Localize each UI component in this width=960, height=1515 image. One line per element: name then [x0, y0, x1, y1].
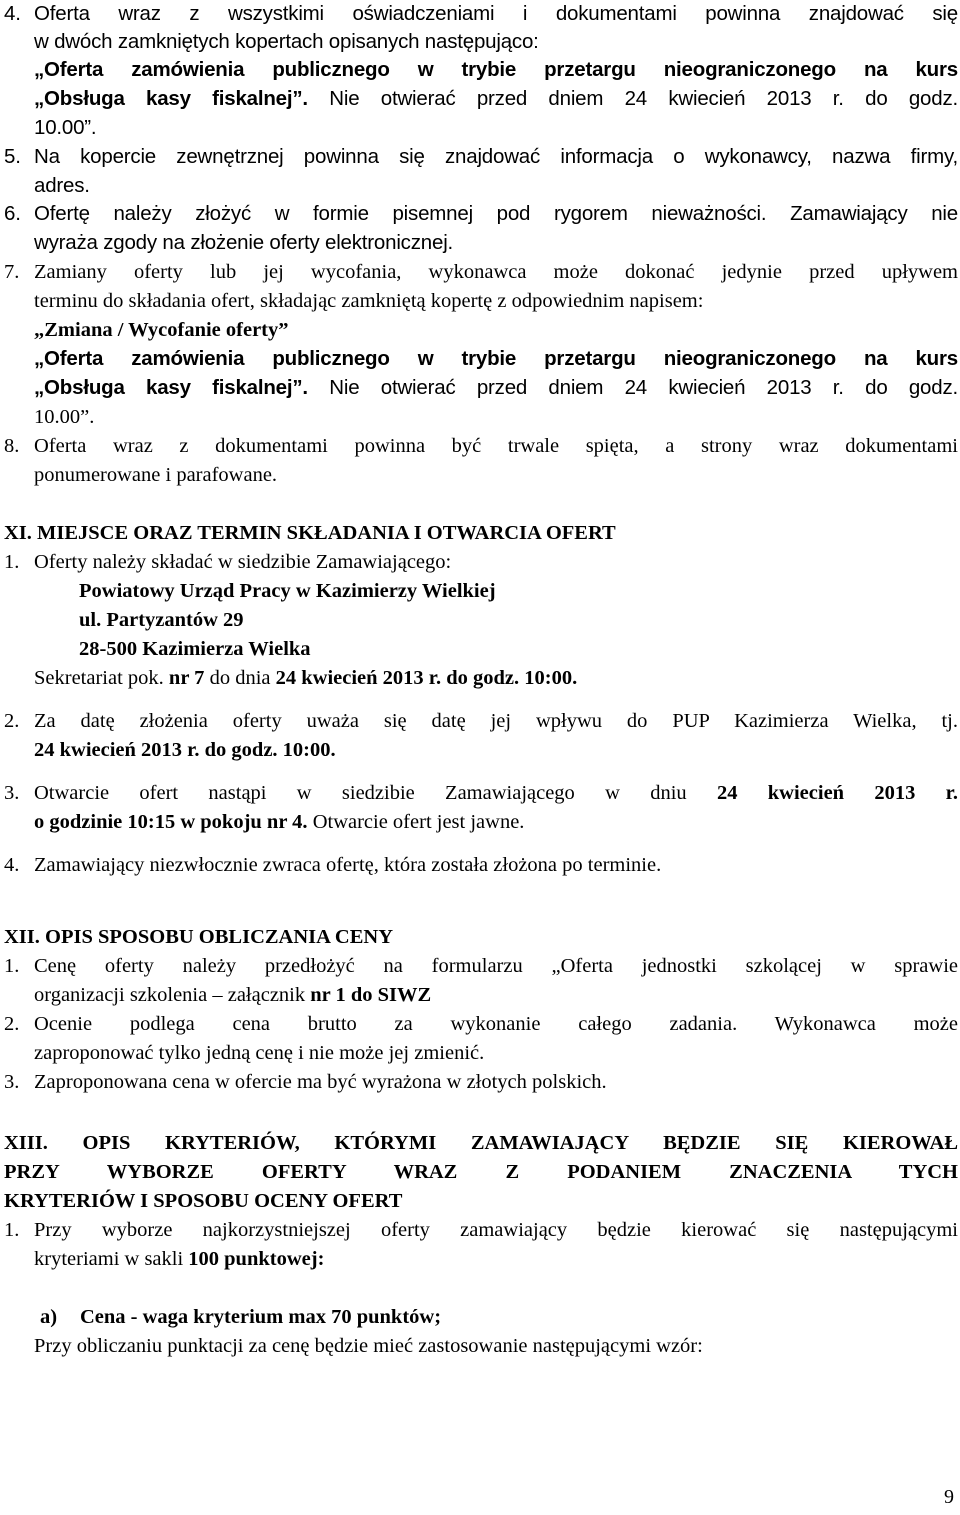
- section-xii-heading: XII. OPIS SPOSOBU OBLICZANIA CENY: [4, 926, 394, 948]
- item-6-line1: [0, 200, 960, 228]
- time-text: 10.00”.: [34, 116, 97, 139]
- item-7-line5: [0, 374, 960, 402]
- item-number: 4.: [4, 2, 21, 25]
- room-number: nr 7: [168, 667, 205, 689]
- item-number: 3.: [4, 1071, 20, 1093]
- paragraph-text: adres.: [34, 174, 90, 197]
- envelope-label-text: „Oferta zamówienia publicznego w trybie przetargu nieograniczonego na kurs: [34, 347, 958, 370]
- secretariat-label: Sekretariat pok.: [34, 667, 164, 689]
- attachment-text: organizacji szkolenia – załącznik: [34, 984, 306, 1006]
- paragraph-text: ponumerowane i parafowane.: [34, 464, 278, 486]
- item-4-line2: [0, 28, 960, 56]
- change-label: „Zmiana / Wycofanie oferty”: [34, 319, 289, 341]
- deadline-label: do dnia: [209, 667, 271, 689]
- xii-item-2-line1: [0, 1010, 960, 1038]
- page-number: 9: [944, 1486, 954, 1508]
- item-number: 2.: [4, 710, 20, 732]
- opening-date: 24 kwiecień 2013 r.: [716, 782, 959, 804]
- item-number: 6.: [4, 202, 21, 225]
- course-name: „Obsługa kasy fiskalnej”.: [34, 87, 308, 110]
- deadline-date: 24 kwiecień 2013 r. do godz. 10:00.: [275, 667, 578, 689]
- section-xiii-heading-line1: XIII. OPIS KRYTERIÓW, KTÓRYMI ZAMAWIAJĄCY BĘDZIE SIĘ KIEROWAŁ: [4, 1132, 958, 1154]
- address-line-3: 28-500 Kazimierza Wielka: [79, 638, 311, 660]
- item-7-line4: [0, 345, 960, 373]
- criterion-label: a): [40, 1306, 58, 1328]
- paragraph-text: Zamiany oferty lub jej wycofania, wykonawca może dokonać jedynie przed upływem: [34, 261, 958, 283]
- time-text: 10.00”.: [34, 406, 95, 428]
- criteria-text: kryteriami w sakli: [34, 1248, 184, 1270]
- paragraph-text: w dwóch zamkniętych kopertach opisanych następująco:: [34, 30, 539, 53]
- paragraph-text: Cenę oferty należy przedłożyć na formularzu „Oferta jednostki szkolącej w sprawie: [34, 955, 958, 977]
- xi-item-4: [0, 851, 960, 879]
- xii-item-1-line2: [0, 981, 960, 1009]
- address-line-2: ul. Partyzantów 29: [79, 609, 244, 631]
- item-number: 1.: [4, 551, 20, 573]
- xii-item-2-line2: [0, 1039, 960, 1067]
- course-name: „Obsługa kasy fiskalnej”.: [34, 376, 308, 399]
- item-4-line5: [0, 114, 960, 142]
- paragraph-text: Zaproponowana cena w ofercie ma być wyrażona w złotych polskich.: [34, 1071, 607, 1093]
- item-5-line2: [0, 172, 960, 200]
- xi-item-2-line1: [0, 707, 960, 735]
- envelope-label-text: [34, 85, 958, 113]
- item-number: 5.: [4, 145, 21, 168]
- item-8-line2: [0, 461, 960, 489]
- paragraph-text: Ofertę należy złożyć w formie pisemnej pod rygorem nieważności. Zamawiający nie: [34, 202, 958, 225]
- paragraph-text: Oferta wraz z dokumentami powinna być trwale spięta, a strony wraz dokumentami: [34, 435, 958, 457]
- section-xiii-heading-line3: KRYTERIÓW I SPOSOBU OCENY OFERT: [4, 1190, 403, 1212]
- item-number: 2.: [4, 1013, 20, 1035]
- xiii-item-1-line1: [0, 1216, 960, 1244]
- criterion-a-description: Przy obliczaniu punktacji za cenę będzie mieć zastosowanie następującymi wzór:: [34, 1335, 703, 1357]
- xiii-item-1-line2: [0, 1245, 960, 1273]
- opening-public-note: Otwarcie ofert jest jawne.: [312, 811, 525, 833]
- paragraph-text: Oferta wraz z wszystkimi oświadczeniami i dokumentami powinna znajdować się: [34, 2, 958, 25]
- paragraph-text: Ocenie podlega cena brutto za wykonanie całego zadania. Wykonawca może: [34, 1013, 958, 1035]
- item-number: 7.: [4, 261, 20, 283]
- criterion-text: Cena - waga kryterium max 70 punktów;: [80, 1306, 442, 1328]
- item-number: 3.: [4, 782, 20, 804]
- paragraph-text: Zamawiający niezwłocznie zwraca ofertę, która została złożona po terminie.: [34, 854, 662, 876]
- item-4-line3: [0, 56, 960, 84]
- paragraph-text: terminu do składania ofert, składając zamkniętą kopertę z odpowiednim napisem:: [34, 290, 704, 312]
- item-7-line3: [0, 316, 960, 344]
- paragraph-text: Za datę złożenia oferty uważa się datę jej wpływu do PUP Kazimierza Wielka, tj.: [34, 710, 958, 732]
- item-number: 4.: [4, 854, 20, 876]
- item-4-line4: [0, 85, 960, 113]
- xii-item-3: [0, 1068, 960, 1096]
- item-number: 1.: [4, 955, 20, 977]
- address-line-1: Powiatowy Urząd Pracy w Kazimierzy Wielkiej: [79, 580, 496, 602]
- do-not-open-note: Nie otwierać przed dniem 24 kwiecień 2013 r. do godz.: [329, 87, 959, 110]
- xi-item-3-line1: [0, 779, 960, 807]
- item-6-line2: [0, 229, 960, 257]
- section-xi-heading: XI. MIEJSCE ORAZ TERMIN SKŁADANIA I OTWARCIA OFERT: [4, 522, 616, 544]
- do-not-open-note: Nie otwierać przed dniem 24 kwiecień 2013 r. do godz.: [329, 376, 959, 399]
- secretariat-line: [0, 664, 960, 692]
- item-4-line1: [0, 0, 960, 28]
- criterion-a: [0, 1303, 960, 1331]
- opening-text: Otwarcie ofert nastąpi w siedzibie Zamawiającego w dniu: [34, 782, 687, 804]
- item-8-line1: [0, 432, 960, 460]
- item-number: 8.: [4, 435, 20, 457]
- paragraph-text: Przy wyborze najkorzystniejszej oferty zamawiający będzie kierować się następującymi: [34, 1219, 958, 1241]
- item-5-line1: [0, 143, 960, 171]
- section-xiii-heading-line2: PRZY WYBORZE OFERTY WRAZ Z PODANIEM ZNACZENIA TYCH: [4, 1161, 958, 1183]
- deadline-date: 24 kwiecień 2013 r. do godz. 10:00.: [34, 739, 336, 761]
- paragraph-text: wyraża zgody na złożenie oferty elektronicznej.: [34, 231, 454, 254]
- xi-item-3-line2: [0, 808, 960, 836]
- paragraph-text: zaproponować tylko jedną cenę i nie może jej zmienić.: [34, 1042, 485, 1064]
- xi-item-2-line2: [0, 736, 960, 764]
- envelope-label-text: „Oferta zamówienia publicznego w trybie przetargu nieograniczonego na kurs: [34, 58, 958, 81]
- item-7-line1: [0, 258, 960, 286]
- paragraph-text: Na kopercie zewnętrznej powinna się znajdować informacja o wykonawcy, nazwa firmy,: [34, 145, 958, 168]
- attachment-ref: nr 1 do SIWZ: [310, 984, 432, 1006]
- opening-time-room: o godzinie 10:15 w pokoju nr 4.: [34, 811, 308, 833]
- points-scale: 100 punktowej:: [188, 1248, 325, 1270]
- item-7-line2: [0, 287, 960, 315]
- item-number: 1.: [4, 1219, 20, 1241]
- xi-item-1: [0, 548, 960, 576]
- paragraph-text: Oferty należy składać w siedzibie Zamawiającego:: [34, 551, 452, 573]
- item-7-line6: [0, 403, 960, 431]
- xii-item-1-line1: [0, 952, 960, 980]
- envelope-label-text: [34, 374, 958, 402]
